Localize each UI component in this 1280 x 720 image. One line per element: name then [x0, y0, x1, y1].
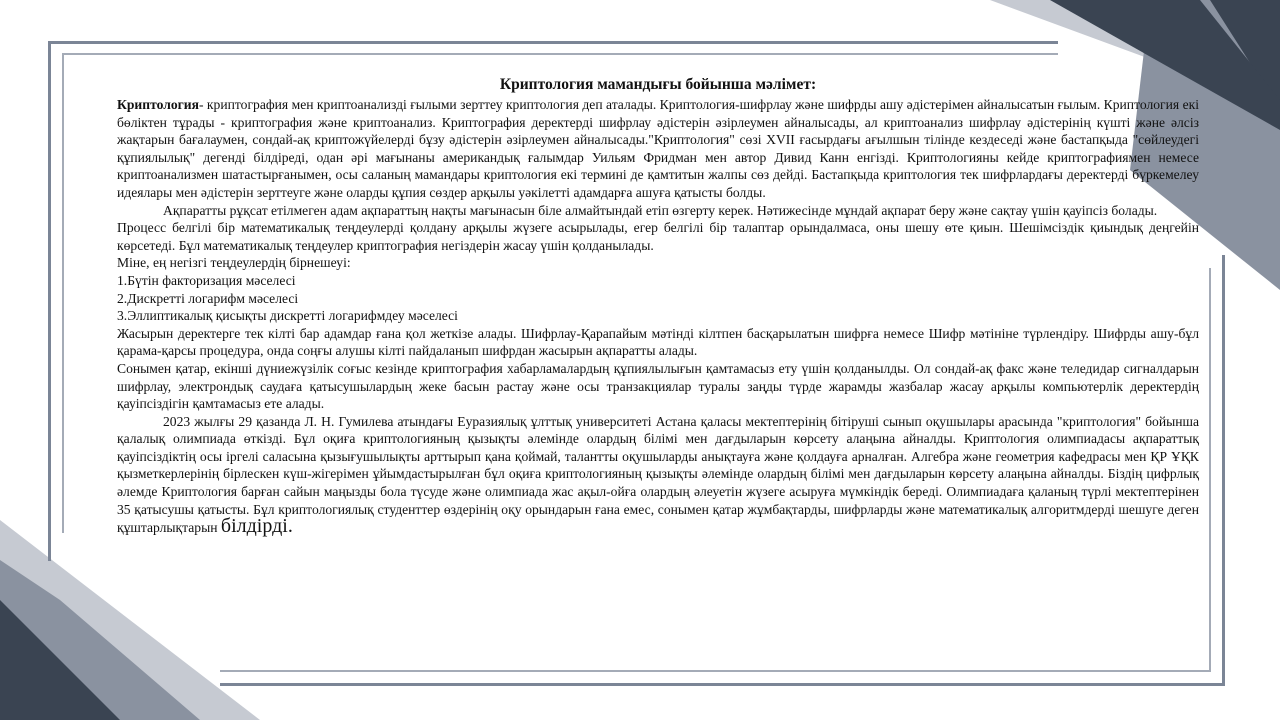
- list-item: 3.Эллиптикалық қисықты дискретті логарифмдеу мәселесі: [117, 308, 458, 324]
- paragraph-5: Сонымен қатар, екінші дүниежүзілік соғыс кезінде криптография хабарламалардың құпиялылығын қамтамасыз ету үшін қолданылды. Ол сондай-ақ факс және теледидар сигналдарын шифрлау, электрондық саудаға қатысушылардың жеке басын растау және осы транзакциялар туралы заңды түрде жарамды жазбалар жасау арқылы компьютерлік деректердің қауіпсіздігін қамтамасыз ете алады.: [117, 360, 1199, 412]
- document-body: [117, 76, 1199, 537]
- paragraph-3: Процесс белгілі бір математикалық теңдеулерді қолдану арқылы жүзеге асырылады, егер белгілі бір талаптар орындалмаса, оны шешу өте қиын. Шешімсіздік қиындық деңгейін көрсетеді. Бұл математикалық теңдеулер криптография негіздерін жасау үшін қолданылады.: [117, 220, 1199, 253]
- frame-top-line-outer: [48, 41, 1058, 44]
- paragraph-6: [117, 413, 1199, 537]
- frame-right-line-outer: [1222, 255, 1225, 686]
- intro-term: Криптология: [117, 97, 199, 112]
- paragraph-2: Ақпаратты рұқсат етілмеген адам ақпараттың нақты мағынасын біле алмайтындай етіп өзгерту керек. Нәтижесінде мұндай ақпарат беру және сақтау үшін қауіпсіз болады.: [163, 202, 1158, 218]
- intro-paragraph: [117, 96, 1199, 202]
- frame-left-line-inner: [62, 53, 64, 533]
- frame-left-line-outer: [48, 41, 51, 561]
- frame-top-line-inner: [62, 53, 1058, 55]
- list-item: 1.Бүтін факторизация мәселесі: [117, 272, 296, 288]
- frame-bottom-line-inner: [220, 670, 1210, 672]
- frame-right-line-inner: [1209, 268, 1211, 672]
- paragraph-6-main: 2023 жылғы 29 қазанда Л. Н. Гумилева атындағы Еуразиялық ұлттық университеті Астана қаласы мектептерінің бітіруші сынып оқушылары арасында "криптология" бойынша қалалық олимпиада өткізді. Бұл оқиға криптологияның қызықты әлемінде олардың білімі мен дағдыларын көрсету алаңына айналды. Криптология олимпиадасы ақпараттық қауіпсіздіктің осы іргелі саласына қызығушылықты арттырып қана қоймай, талантты оқушыларды анықтауға және қолдауға арналған. Алгебра және геометрия кафедрасы мен ҚР ҰҚК қызметкерлерінің бірлескен күш-жігерімен ұйымдастырылған бұл оқиға криптологияның қызықты әлемінде олардың білімі мен дағдыларын көрсету алаңына айналды. Біздің цифрлық әлемде Криптология барған сайын маңызды бола түсуде және олимпиада жас ақыл-ойға олардың әлеуетін жүзеге асыруға мүмкіндік береді. Олимпиадаға қаланың түрлі мектептерінен 35 қатысушы қатысты. Бұл криптологиялық студенттер өздерінің оқу орындарын ғана емес, сонымен қатар жұмбақтарды, шифрларды және математикалық алгоритмдерді шешуге деген құштарлықтарын: [117, 413, 1199, 536]
- paragraph-4: Жасырын деректерге тек кілті бар адамдар ғана қол жеткізе алады. Шифрлау-Қарапайым мәтінді кілтпен басқарылатын шифрға немесе Шифр мәтініне түрлендіру. Шифрды ашу-бұл қарама-қарсы процедура, онда соңғы алушы кілті пайдаланып шифрдан жасырын ақпаратты алады.: [117, 325, 1199, 359]
- document-title: Криптология мамандығы бойынша мәлімет:: [499, 76, 817, 93]
- paragraph-6-end: білдірді.: [220, 515, 293, 538]
- list-item: 2.Дискретті логарифм мәселесі: [117, 290, 299, 306]
- intro-body: - криптография мен криптоанализді ғылыми зерттеу криптология деп аталады. Криптология-шифрлау және шифрды ашу әдістерімен айналысатын ғылым. Криптология екі бөліктен тұрады - криптография және криптоанализ. Криптография деректерді шифрлау әдістерін әзірлеумен айналысады, ал криптоанализ шифрлау әдістерінің күшті және әлсіз жақтарын бағалаумен, сондай-ақ криптожүйелерді бұзу әдістерін әзірлеумен айналысады."Криптология" сөзі XVII ғасырдағы ағылшын тілінде кездеседі және бастапқыда "сөйлеудегі құпиялылық" дегенді білдіреді, одан әрі мағынаны американдық ғалымдар Уильям Фридман мен автор Дивид Канн енгізді. Криптологияны кейде криптографиямен немесе криптоанализмен шатастырғанымен, осы саланың мамандары криптология екі термині де қамтитын жалпы сөз дейді. Бастапқыда криптология тек шифрлардағы деректерді бүркемелеу идеялары мен әдістерін зерттеуге және оларды құпия сөздер арқылы уәкілетті адамдарға ашуға қатысты болды.: [117, 97, 1199, 200]
- list-intro: Міне, ең негізгі теңдеулердің бірнешеуі:: [117, 255, 351, 271]
- frame-bottom-line-outer: [220, 683, 1224, 686]
